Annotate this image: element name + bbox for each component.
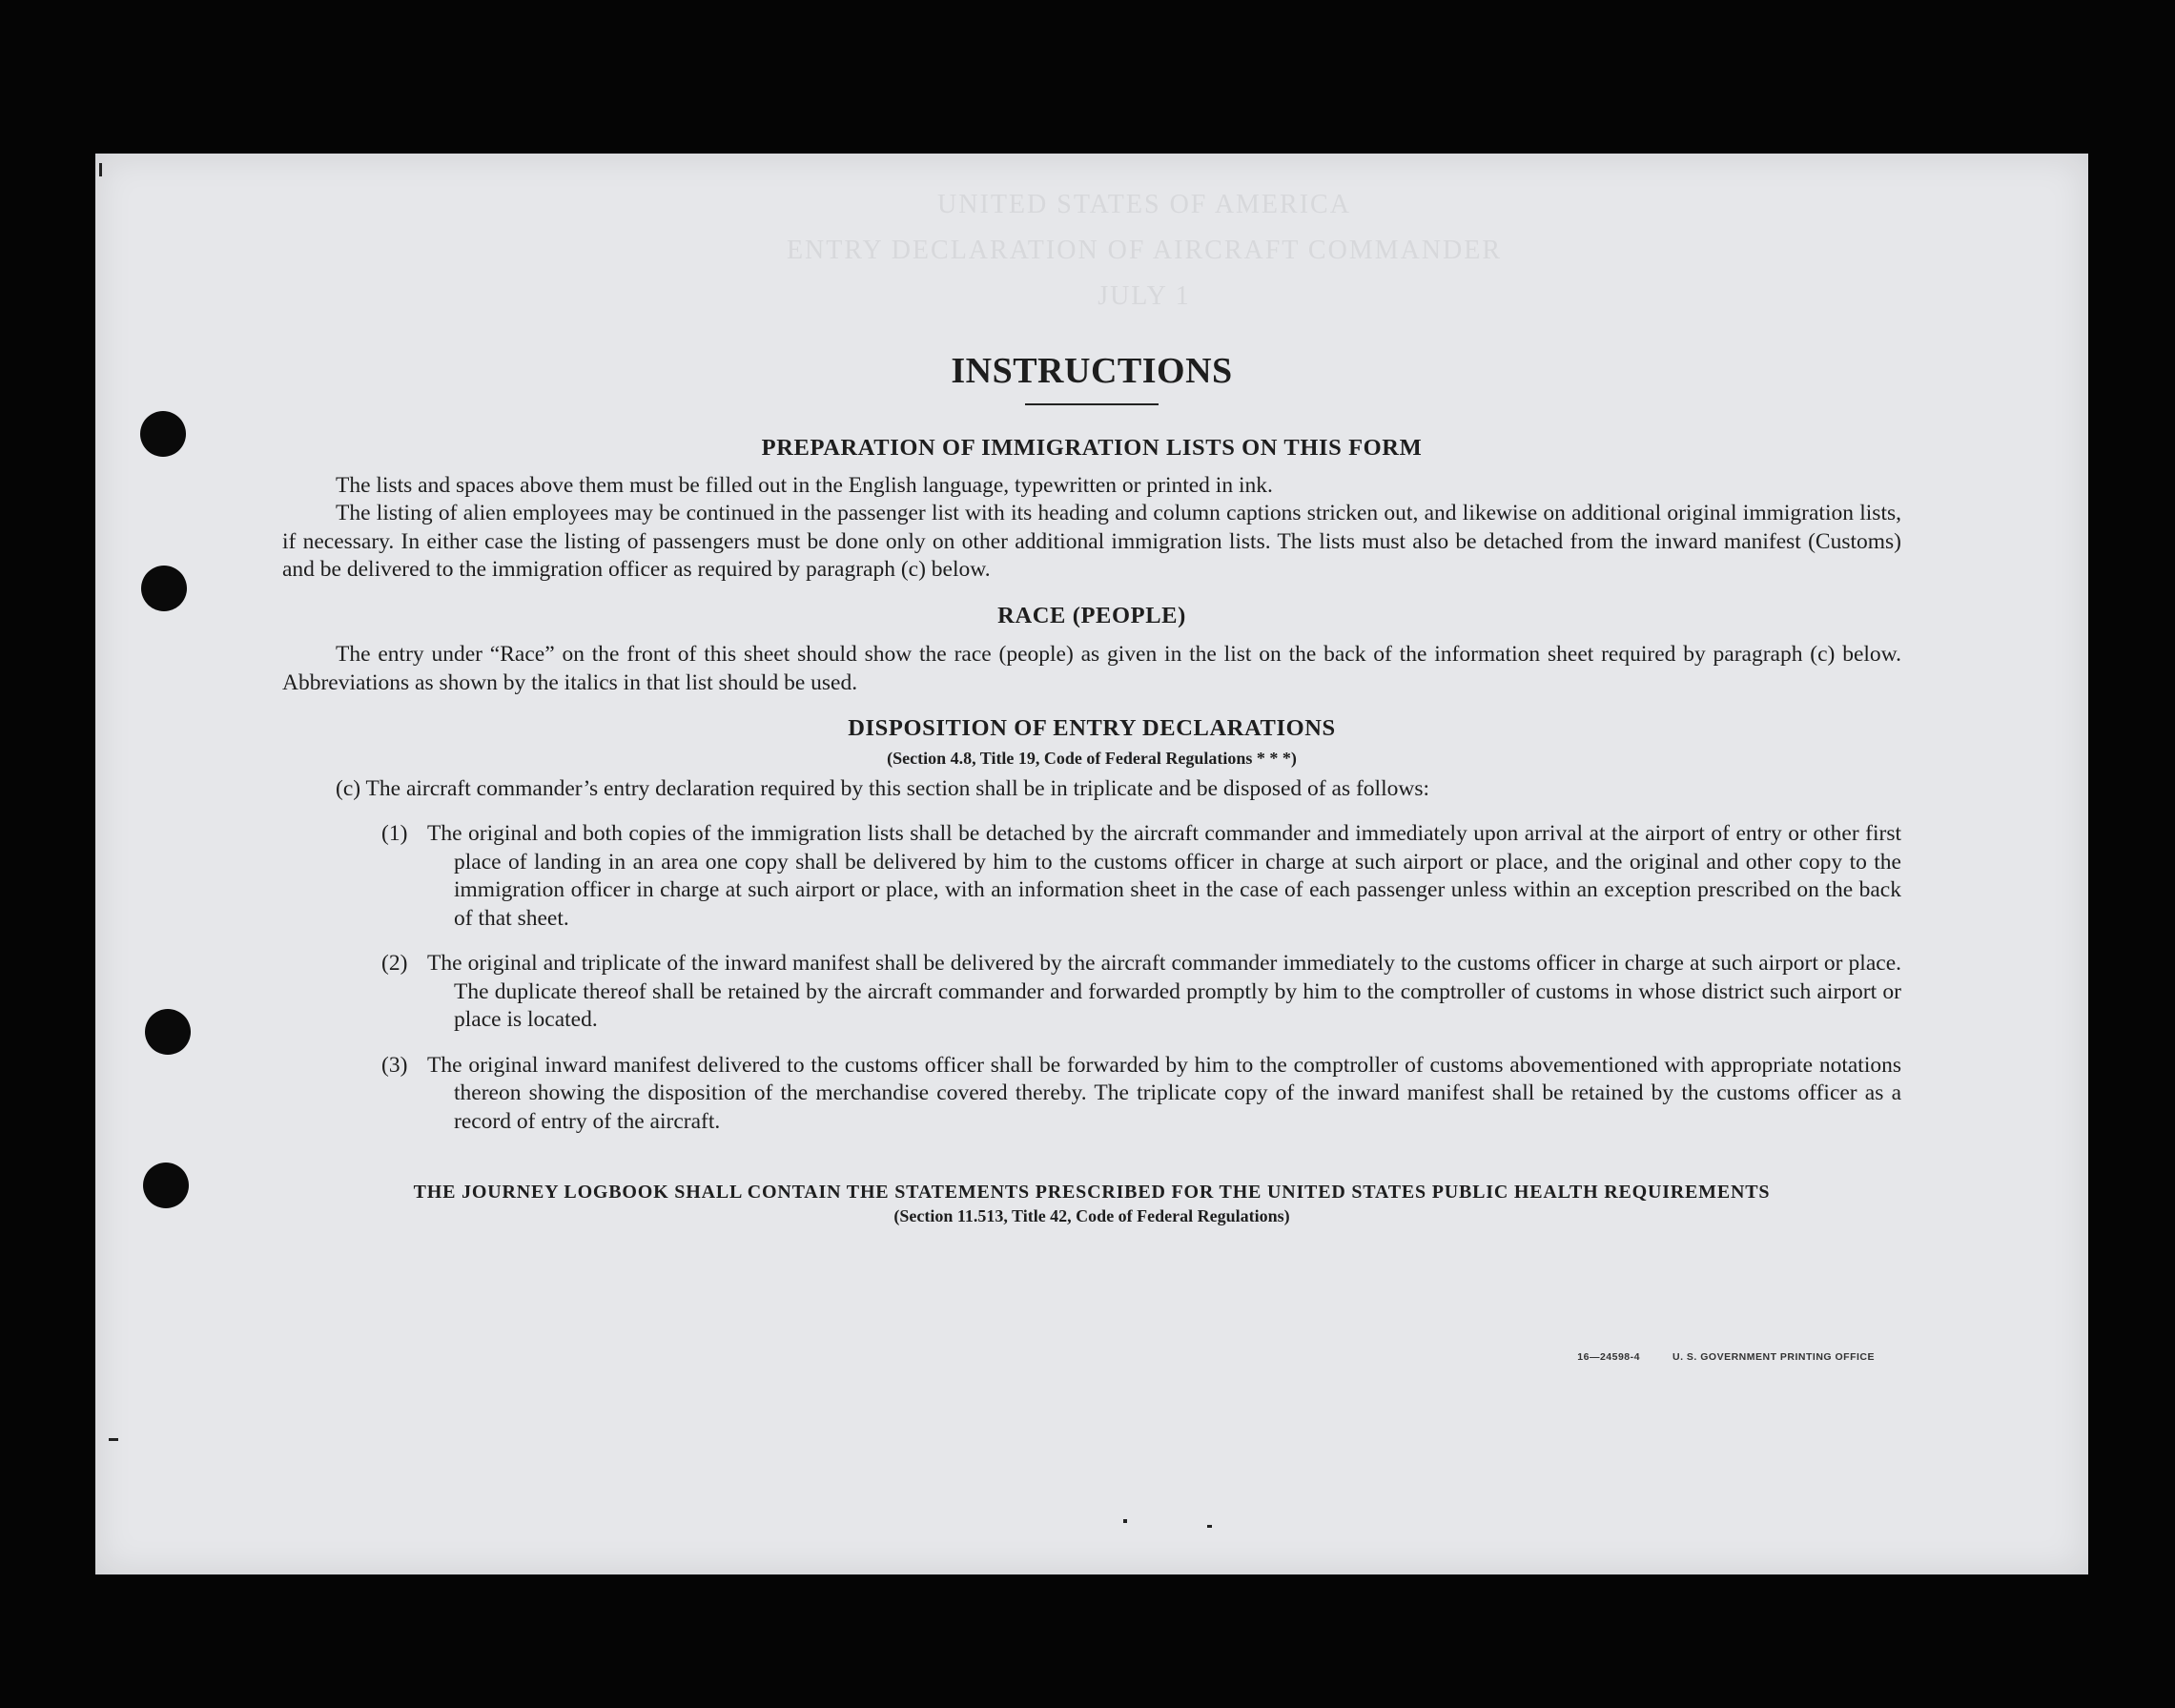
item-text: The original and triplicate of the inward manifest shall be delivered by the aircraft commander immediately to the customs officer in charge at such airport or place. The duplicate thereof shall be retained by the aircraft commander and forwarded promptly by him to the comptroller of customs in whose district such airport or place is located. (427, 951, 1901, 1032)
bleed-through-line-2: ENTRY DECLARATION OF AIRCRAFT COMMANDER (786, 236, 1503, 265)
scan-mark (99, 163, 102, 176)
scan-mark (1123, 1519, 1127, 1523)
race-paragraph: The entry under “Race” on the front of this sheet should show the race (people) as given in the list on the back of the information sheet required by paragraph (c) below. Abbreviations as shown by the italics in that list should be used. (282, 642, 1901, 695)
form-number: 16—24598-4 (1577, 1351, 1640, 1363)
race-heading: RACE (PEOPLE) (997, 602, 1186, 628)
list-item (282, 820, 1901, 933)
item-text: The original inward manifest delivered to the customs officer shall be forwarded by him to the comptroller of customs abovementioned with appropriate notations thereon showing the disposition of the merchandise covered thereby. The triplicate copy of the inward manifest shall be retained by the customs officer as a record of entry of the aircraft. (427, 1052, 1901, 1134)
scan-mark (109, 1438, 118, 1441)
disposition-heading: DISPOSITION OF ENTRY DECLARATIONS (848, 715, 1336, 741)
preparation-paragraph-2: The listing of alien employees may be continued in the passenger list with its heading and column captions stricken out, and likewise on additional original immigration lists, if necessary. In either case the listing of passengers must be done only on other additional immigration lists. The lists must also be detached from the inward manifest (Customs) and be delivered to the immigration officer as required by paragraph (c) below. (282, 501, 1901, 582)
document-sheet (95, 154, 2088, 1574)
instructions-content (282, 350, 1901, 1227)
item-text: The original and both copies of the immigration lists shall be detached by the aircraft commander and immediately upon arrival at the airport of entry or other first place of landing in an area one copy shall be delivered by him to the customs officer in charge at such airport or place, and the original and other copy to the immigration officer in charge at such airport or place, with an information sheet in the case of each passenger unless within an exception prescribed on the back of that sheet. (427, 821, 1901, 931)
item-number: (1) (381, 821, 408, 846)
preparation-paragraph-1: The lists and spaces above them must be filled out in the English language, typewritten or printed in ink. (336, 472, 1273, 498)
binder-hole-3 (145, 1009, 191, 1055)
list-item (282, 1052, 1901, 1137)
public-health-citation: (Section 11.513, Title 42, Code of Federal Regulations) (893, 1206, 1290, 1225)
disposition-subheading: (Section 4.8, Title 19, Code of Federal Regulations * * *) (887, 748, 1297, 768)
item-number: (2) (381, 951, 408, 976)
public-health-note: THE JOURNEY LOGBOOK SHALL CONTAIN THE STATEMENTS PRESCRIBED FOR THE UNITED STATES PUBLIC HEALTH REQUIREMENTS (413, 1182, 1771, 1203)
list-item (282, 950, 1901, 1035)
printer-imprint (1577, 1351, 1875, 1363)
bleed-through-line-1: UNITED STATES OF AMERICA (937, 190, 1351, 219)
page-title: INSTRUCTIONS (951, 351, 1233, 391)
preparation-heading: PREPARATION OF IMMIGRATION LISTS ON THIS FORM (761, 435, 1423, 461)
binder-hole-1 (140, 411, 186, 457)
printer-name: U. S. GOVERNMENT PRINTING OFFICE (1672, 1351, 1875, 1363)
disposition-lead: (c) The aircraft commander’s entry declaration required by this section shall be in triplicate and be disposed of as follows: (336, 775, 1429, 801)
bleed-through-text (439, 182, 1850, 319)
bleed-through-line-3: JULY 1 (1098, 281, 1191, 311)
title-underline (1025, 403, 1159, 405)
binder-hole-4 (143, 1163, 189, 1208)
binder-hole-2 (141, 566, 187, 611)
scan-mark (1207, 1525, 1212, 1528)
item-number: (3) (381, 1052, 408, 1078)
